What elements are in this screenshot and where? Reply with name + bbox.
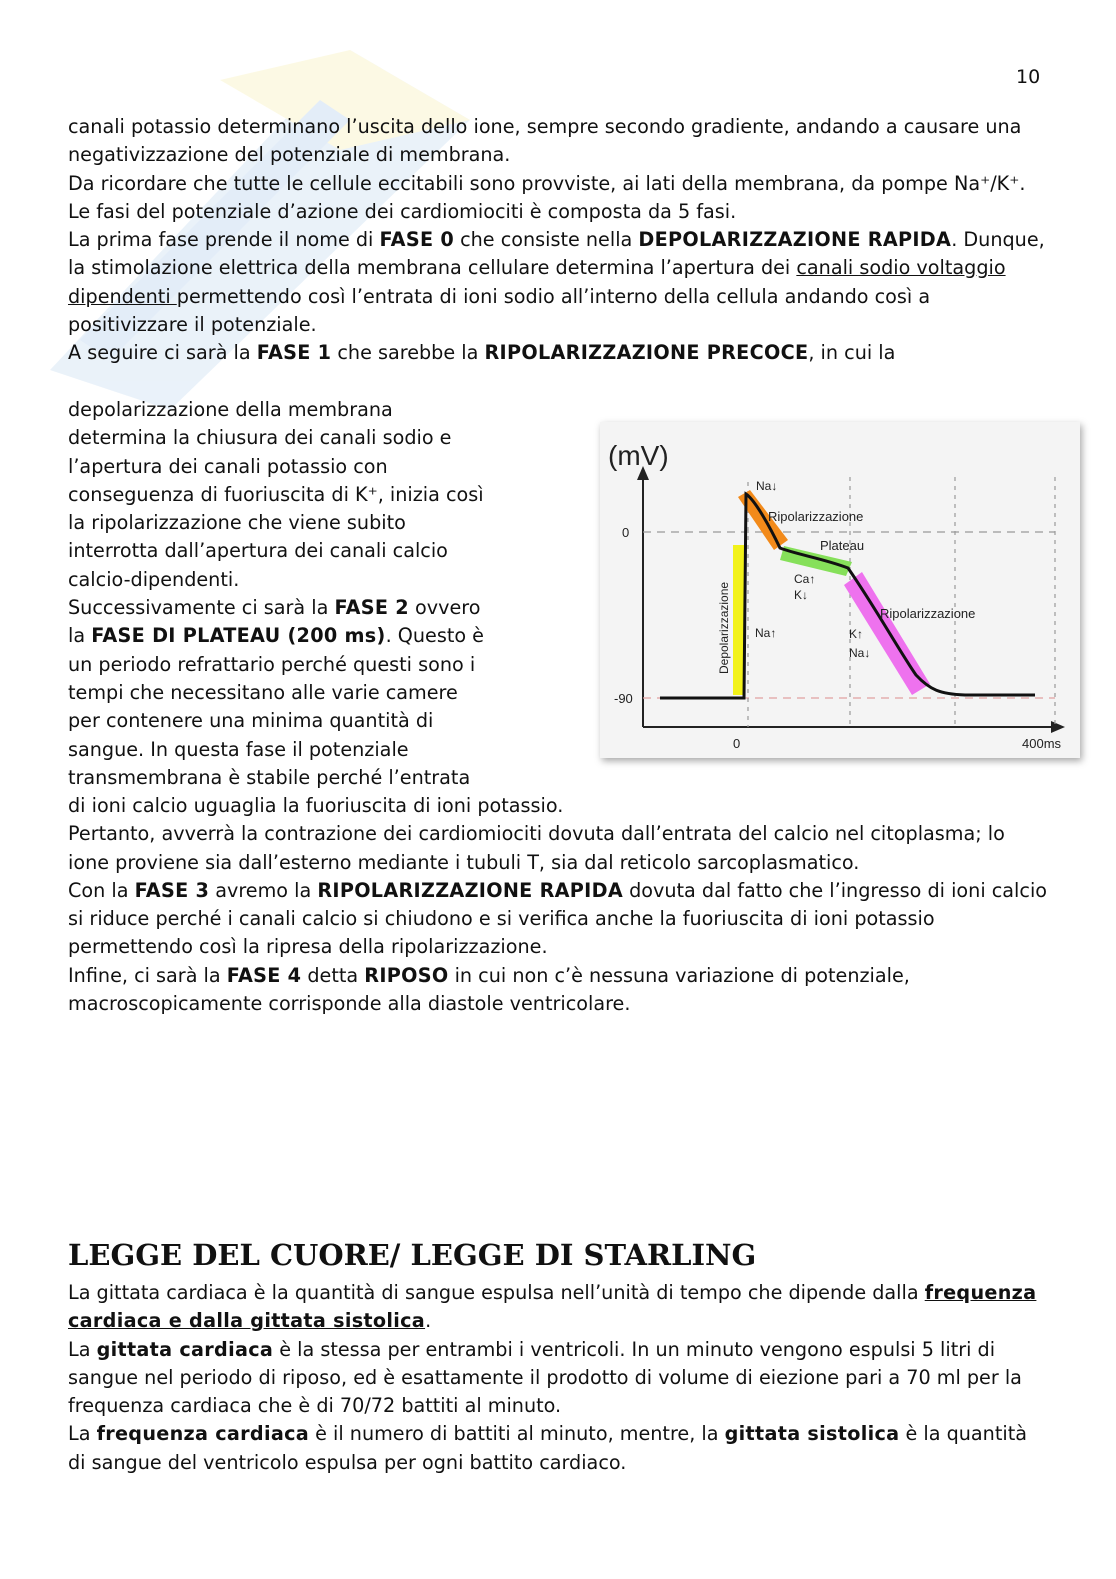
plateau-label: Plateau <box>820 538 865 553</box>
ion-label: Na↑ <box>755 626 777 640</box>
paragraph: Le fasi del potenziale d’azione dei cardiomiociti è composta da 5 fasi. <box>68 199 737 223</box>
x-tick-label: 400ms <box>1022 736 1062 751</box>
ripolarizzazione-label: Ripolarizzazione <box>768 509 864 524</box>
bold-term: RIPOSO <box>364 963 449 987</box>
bold-term: FASE 3 <box>134 878 210 902</box>
page-number: 10 <box>1016 66 1041 88</box>
intro-text <box>68 113 1048 368</box>
phase-0-band <box>733 545 744 695</box>
y-unit-label: (mV) <box>608 440 669 471</box>
action-potential-figure <box>600 422 1080 758</box>
starling-text <box>68 1279 1048 1477</box>
bold-term: FASE 2 <box>334 596 409 620</box>
ion-label: K↑ <box>849 627 864 641</box>
paragraph: La frequenza cardiaca è il numero di battiti al minuto, mentre, la gittata sistolica è la quantità di sangue del ventricolo espulsa per ogni battito cardiaco. <box>68 1422 1027 1474</box>
y-tick-label: -90 <box>614 691 633 706</box>
continued-text: di ioni calcio uguaglia la fuoriuscita di ioni potassio. Pertanto, avverrà la contrazione dei cardiomiociti dovuta dall’entrata del calcio nel citoplasma; lo ione proviene sia dall’esterno mediante i tubuli T, sia dal reticolo sarcoplasmatico. Con la FASE 3 avremo la RIPOLARIZZAZIONE RAPIDA dovuta dal fatto che l’ingresso di ioni calcio si riduce perché i canali calcio si chiudono e si verifica anche la fuoriuscita di ioni potassio permettendo così la ripresa della ripolarizzazione. Infine, ci sarà la FASE 4 detta RIPOSO in cui non c’è nessuna variazione di potenziale, macroscopicamente corrisponde alla diastole ventricolare. <box>68 792 1048 1018</box>
bold-term: FASE DI PLATEAU (200 ms) <box>91 624 386 648</box>
paragraph: Pertanto, avverrà la contrazione dei cardiomiociti dovuta dall’entrata del calcio nel citoplasma; lo ione proviene sia dall’esterno mediante i tubuli T, sia dal reticolo sarcoplasmatico. <box>68 822 1005 874</box>
bold-term: FASE 0 <box>379 228 454 252</box>
ion-label: Na↓ <box>849 646 871 660</box>
ion-label: Ca↑ <box>794 572 816 586</box>
ion-label: Na↓ <box>756 479 778 493</box>
paragraph: canali potassio determinano l’uscita dello ione, sempre secondo gradiente, andando a causare una negativizzazione del potenziale di membrana. <box>68 115 1022 167</box>
y-tick-label: 0 <box>622 525 630 540</box>
bold-term: frequenza cardiaca <box>96 1422 310 1446</box>
paragraph-fase-0: La prima fase prende il nome di FASE 0 che consiste nella DEPOLARIZZAZIONE RAPIDA. Dunque, la stimolazione elettrica della membrana cellulare determina l’apertura dei canali sodio voltaggio dipendenti permettendo così l’entrata di ioni sodio all’interno della cellula andando così a positivizzare il potenziale. <box>68 228 1045 337</box>
bold-underlined-term: frequenza cardiaca e dalla gittata sistolica <box>68 1281 1037 1333</box>
bold-term: gittata cardiaca <box>96 1337 274 1361</box>
underlined-term: canali sodio voltaggio dipendenti <box>68 256 1006 308</box>
bold-term: RIPOLARIZZAZIONE RAPIDA <box>317 878 623 902</box>
section-heading: LEGGE DEL CUORE/ LEGGE DI STARLING <box>68 1238 757 1272</box>
paragraph: La gittata cardiaca è la stessa per entrambi i ventricoli. In un minuto vengono espulsi 5 litri di sangue nel periodo di riposo, ed è esattamente il prodotto di volume di eiezione pari a 70 ml per la frequenza cardiaca che è di 70/72 battiti al minuto. <box>68 1337 1022 1418</box>
x-axis-arrow <box>1051 721 1065 733</box>
paragraph: La gittata cardiaca è la quantità di sangue espulsa nell’unità di tempo che dipende dalla frequenza cardiaca e dalla gittata sistolica. <box>68 1281 1037 1333</box>
ion-label: K↓ <box>794 588 809 602</box>
wrapped-text: depolarizzazione della membrana determina la chiusura dei canali sodio e l’apertura dei canali potassio con conseguenza di fuoriuscita di K⁺, inizia così la ripolarizzazione che viene subito interrotta dall’apertura dei canali calcio calcio-dipendenti. Successivamente ci sarà la FASE 2 ovvero la FASE DI PLATEAU (200 ms). Questo è un periodo refrattario perché questi sono i tempi che necessitano alle varie camere per contenere una minima quantità di sangue. In questa fase il potenziale transmembrana è stabile perché l’entrata <box>68 398 484 789</box>
x-tick-label: 0 <box>733 736 741 751</box>
paragraph: Da ricordare che tutte le cellule eccitabili sono provviste, ai lati della membrana, da pompe Na⁺/K⁺. <box>68 171 1026 195</box>
bold-term: FASE 1 <box>256 341 332 365</box>
bold-term: RIPOLARIZZAZIONE PRECOCE <box>484 341 809 365</box>
action-potential-diagram <box>600 422 1080 758</box>
depolarizzazione-label: Depolarizzazione <box>717 581 731 674</box>
bold-term: FASE 4 <box>226 963 302 987</box>
paragraph-fase-4: Infine, ci sarà la FASE 4 detta RIPOSO in cui non c’è nessuna variazione di potenziale, macroscopicamente corrisponde alla diastole ventricolare. <box>68 963 910 1016</box>
paragraph-fase-3: Con la FASE 3 avremo la RIPOLARIZZAZIONE RAPIDA dovuta dal fatto che l’ingresso di ioni calcio si riduce perché i canali calcio si chiudono e si verifica anche la fuoriuscita di ioni potassio permettendo così la ripresa della ripolarizzazione. <box>68 878 1048 959</box>
ripolarizzazione-label: Ripolarizzazione <box>880 606 976 621</box>
paragraph-fase-1-intro: A seguire ci sarà la FASE 1 che sarebbe la RIPOLARIZZAZIONE PRECOCE, in cui la <box>68 341 896 365</box>
bold-term: DEPOLARIZZAZIONE RAPIDA <box>638 228 952 252</box>
bold-term: gittata sistolica <box>724 1422 900 1446</box>
